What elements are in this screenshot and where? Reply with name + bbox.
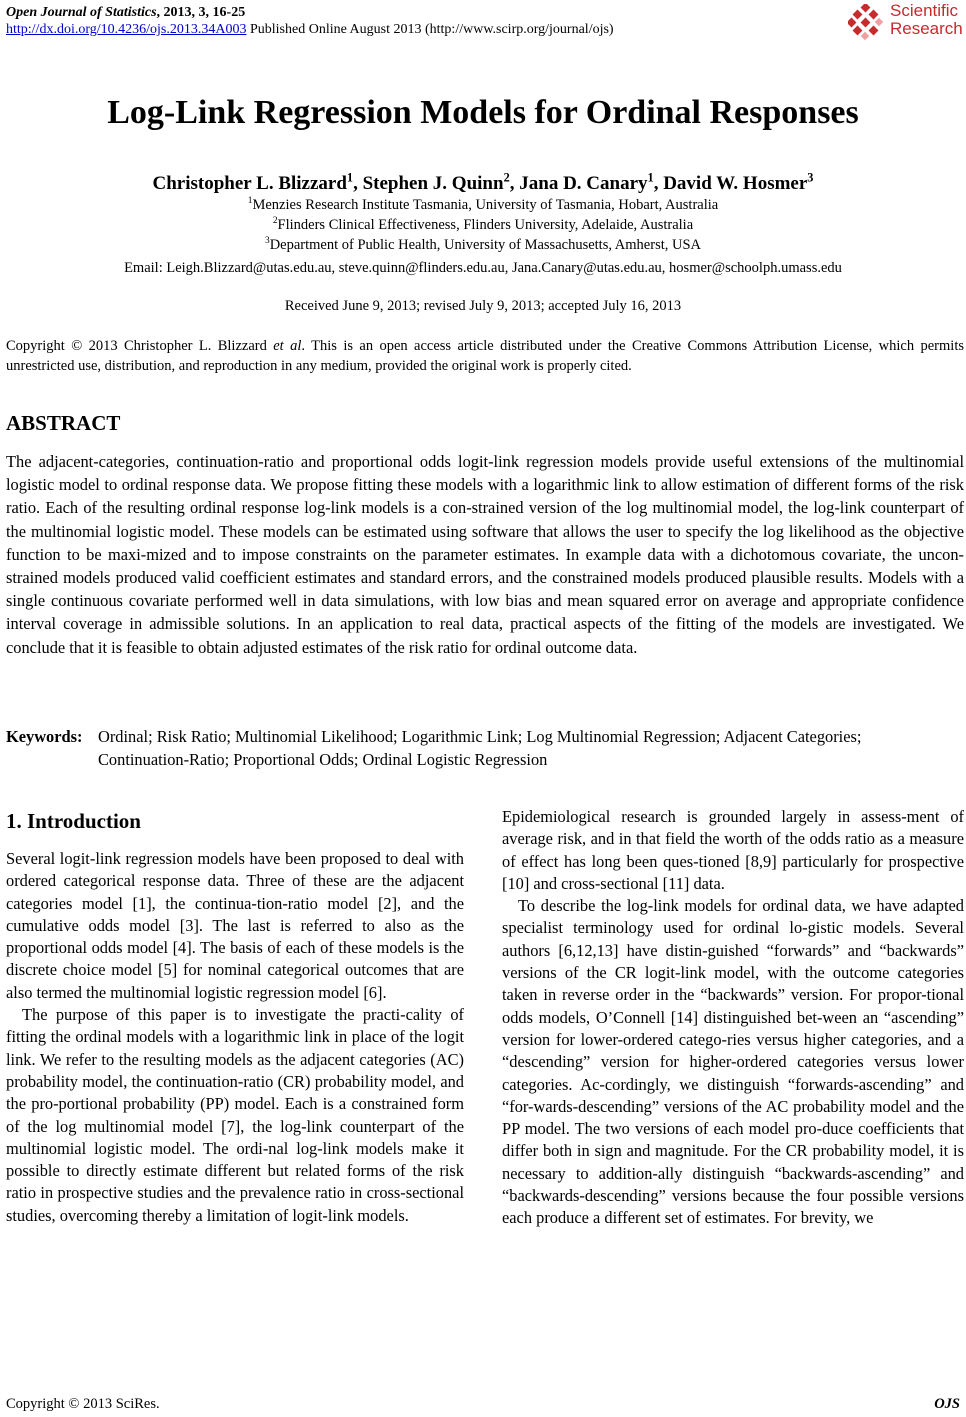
author-name: Christopher L. Blizzard	[152, 173, 347, 194]
journal-volume: , 2013, 3, 16-25	[156, 5, 246, 20]
right-column	[502, 806, 964, 1230]
affiliation-1: $^1$Menzies Research Institute Tasmania, University of Tasmania, Hobart, Australia	[247, 196, 719, 213]
logo-line-2: Research	[890, 19, 963, 38]
author-list: Christopher L. Blizzard$^1$, Stephen J. Quinn$^2$, Jana D. Canary$^1$, David W. Hosmer$^3$	[152, 170, 814, 194]
published-text: Published Online August 2013 (http://www.scirp.org/journal/ojs)	[246, 22, 614, 37]
paper-title: Log-Link Regression Models for Ordinal Responses	[107, 94, 859, 131]
publisher-logo	[848, 2, 966, 42]
paragraph: To describe the log-link models for ordinal data, we have adapted specialist terminology used for ordinal lo-gistic models. Several authors [6,12,13] have distin-guished “forwards” and “backwards” versions of the CR logit-link model, with the outcome categories taken in reverse order in the “backwards” version. For propor-tional odds models, O’Connell [14] distinguished bet-ween an “ascending” version for lower-ordered catego-ries versus higher categories, and a “descending” version for higher-ordered categories versus lower categories. Ac-cordingly, we distinguish “forwards-ascending” and “for-wards-descending” versions of the AC probability model and the PP model. The two versions of each model pro-duce coefficients that differ both in sign and magnitude. For the CR probability model, it is necessary to addition-ally distinguish “backwards-ascending” and “backwards-descending” versions because the four possible versions each produce a different set of estimates. For brevity, we	[502, 896, 964, 1228]
doi-line	[6, 21, 614, 38]
footer-journal-abbrev: OJS	[934, 1396, 960, 1412]
logo-line-1: Scientific	[890, 1, 959, 20]
author-affil-sup: 2	[503, 170, 510, 185]
logo-text	[890, 2, 963, 38]
author-affil-sup: 1	[346, 170, 354, 185]
author-name: David W. Hosmer	[663, 173, 808, 194]
abstract-text: The adjacent-categories, continuation-ratio and proportional odds logit-link regression models provide useful extensions of the multinomial logistic model to ordinal response data. We propose fitting these models with a logarithmic link to allow estimation of different forms of the risk ratio. Each of the resulting ordinal response log-link models is a con-strained version of the log multinomial model, the log-link counterpart of the multinomial logistic model. These models can be estimated using software that allows the user to specify the log likelihood as the objective function to be maxi-mized and to impose constraints on the parameter estimates. In example data with a dichotomous covariate, the uncon-strained models produced valid coefficient estimates and standard errors, and the constrained models produced plausible results. Models with a single continuous covariate performed well in data simulations, with low bias and mean squared error on average and appropriate confidence interval coverage in admissible solutions. In an application to real data, practical aspects of the fitting of the models are investigated. We conclude that it is feasible to obtain adjusted estimates of the risk ratio for ordinal outcome data.	[6, 452, 964, 657]
paragraph: Epidemiological research is grounded largely in assess-ment of average risk, and in that field the worth of the odds ratio as a measure of effect has long been ques-tioned [8,9] particularly for prospective [10] and cross-sectional [11] data.	[502, 807, 964, 893]
paragraph: The purpose of this paper is to investigate the practi-cality of fitting the ordinal models with a logarithmic link in place of the logit link. We refer to the resulting models as the adjacent categories (AC) probability model, the continuation-ratio (CR) probability model, and the pro-portional probability (PP) model. Each is a constrained form of the log multinomial model [7], the log-link counterpart of the multinomial logistic model. The ordi-nal log-link models make it possible to directly estimate different but related forms of the risk ratio in prospective studies and the prevalence ratio in cross-sectional studies, overcoming thereby a limitation of logit-link models.	[6, 1005, 464, 1225]
copyright-notice: Copyright © 2013 Christopher L. Blizzard et al. This is an open access article distributed under the Creative Commons Attribution License, which permits unrestricted use, distribution, and reproduction in any medium, provided the original work is properly cited.	[6, 338, 964, 374]
section-heading: 1. Introduction	[6, 809, 141, 833]
footer-copyright: Copyright © 2013 SciRes.	[6, 1396, 160, 1412]
doi-link[interactable]: http://dx.doi.org/10.4236/ojs.2013.34A003	[6, 22, 247, 37]
keywords-label: Keywords:	[6, 727, 83, 746]
author-affil-sup: 1	[647, 170, 654, 185]
paragraph: Several logit-link regression models have been proposed to deal with ordered categorical response data. Three of these are the adjacent categories model [1], the continua-tion-ratio model [2], and the cumulative odds model [3]. The last is referred to also as the proportional odds model [4]. The basis of each of these models is the discrete choice model [5] for nominal categorical outcomes that are also termed the multinomial logistic regression model [6].	[6, 849, 464, 1002]
affiliation-2: $^2$Flinders Clinical Effectiveness, Flinders University, Adelaide, Australia	[272, 216, 694, 233]
author-name: Stephen J. Quinn	[362, 173, 504, 194]
journal-citation	[6, 4, 245, 21]
left-column	[6, 806, 464, 1227]
author-name: Jana D. Canary	[519, 173, 648, 194]
received-dates: Received June 9, 2013; revised July 9, 2013; accepted July 16, 2013	[284, 298, 682, 314]
abstract-heading: ABSTRACT	[6, 411, 121, 435]
email-line: Email: Leigh.Blizzard@utas.edu.au, steve.quinn@flinders.edu.au, Jana.Canary@utas.edu.au, hosmer@schoolph.umass.edu	[124, 260, 842, 276]
scirp-logo-icon	[848, 4, 884, 40]
journal-name: Open Journal of Statistics	[6, 5, 157, 20]
author-affil-sup: 3	[807, 170, 814, 185]
affiliation-3: $^3$Department of Public Health, University of Massachusetts, Amherst, USA	[264, 236, 701, 253]
keywords-text: Ordinal; Risk Ratio; Multinomial Likelihood; Logarithmic Link; Log Multinomial Regression; Adjacent Categories; Continuation-Ratio; Proportional Odds; Ordinal Logistic Regression	[98, 727, 862, 769]
